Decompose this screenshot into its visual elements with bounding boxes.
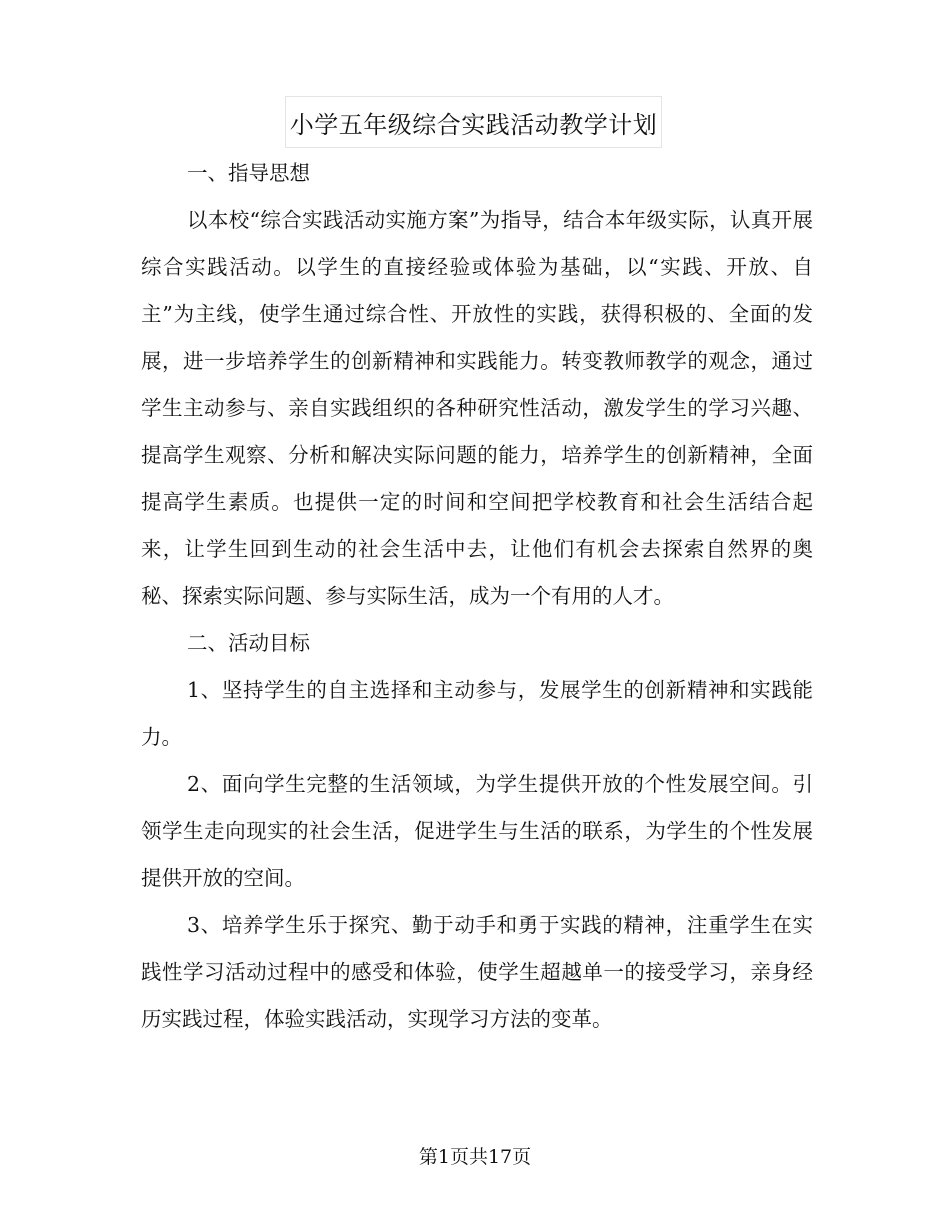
goal-item-1: 1、坚持学生的自主选择和主动参与，发展学生的创新精神和实践能力。 <box>141 678 813 749</box>
goal-item-3: 3、培养学生乐于探究、勤于动手和勇于实践的精神，注重学生在实践性学习活动过程中的感受和体验，使学生超越单一的接受学习，亲身经历实践过程，体验实践活动，实现学习方法的变革。 <box>141 913 813 1031</box>
section-heading-activity-goals: 二、活动目标 <box>187 631 310 655</box>
section-heading-guiding-ideology: 一、指导思想 <box>187 161 310 185</box>
title-box <box>285 96 662 148</box>
document-body <box>141 150 813 1043</box>
paragraph-guiding-ideology: 以本校“综合实践活动实施方案”为指导，结合本年级实际，认真开展综合实践活动。以学生的直接经验或体验为基础，以“实践、开放、自主”为主线，使学生通过综合性、开放性的实践，获得积极的、全面的发展，进一步培养学生的创新精神和实践能力。转变教师教学的观念，通过学生主动参与、亲自实践组织的各种研究性活动，激发学生的学习兴趣、提高学生观察、分析和解决实际问题的能力，培养学生的创新精神，全面提高学生素质。也提供一定的时间和空间把学校教育和社会生活结合起来，让学生回到生动的社会生活中去，让他们有机会去探索自然界的奥秘、探索实际问题、参与实际生活，成为一个有用的人才。 <box>141 208 813 608</box>
page-number-footer: 第1页共17页 <box>418 1146 532 1168</box>
goal-item-2: 2、面向学生完整的生活领域，为学生提供开放的个性发展空间。引领学生走向现实的社会生活，促进学生与生活的联系，为学生的个性发展提供开放的空间。 <box>141 772 813 890</box>
document-title: 小学五年级综合实践活动教学计划 <box>289 110 658 139</box>
